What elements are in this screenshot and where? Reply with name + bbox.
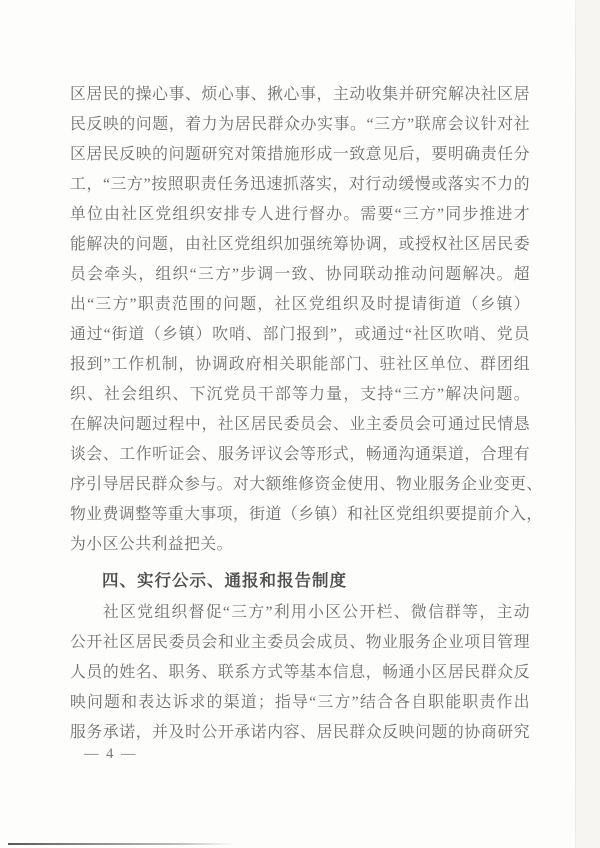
text-line: 映问题和表达诉求的渠道；指导“三方”结合各自职能职责作出 [70,694,530,711]
text-line: 社区党组织督促“三方”利用小区公开栏、微信群等，主动 [103,604,530,621]
section-heading: 四、实行公示、通报和报告制度 [102,572,347,590]
text-line: 谈会、工作听证会、服务评议会等形式，畅通沟通渠道，合理有 [70,446,530,463]
text-line: 出“三方”职责范围的问题，社区党组织及时提请街道（乡镇） [70,296,530,313]
text-line: 通过“街道（乡镇）吹哨、部门报到”，或通过“社区吹哨、党员 [70,326,530,343]
text-line: 序引导居民群众参与。对大额维修资金使用、物业服务企业变更、 [70,476,543,493]
text-line: 人员的姓名、职务、联系方式等基本信息，畅通小区居民群众反 [70,664,530,681]
text-line: 报到”工作机制，协调政府相关职能部门、驻社区单位、群团组 [70,356,530,373]
text-line: 为小区公共利益把关。 [70,536,233,553]
scan-edge-strip [576,0,600,848]
text-line: 在解决问题过程中，社区居民委员会、业主委员会可通过民情恳 [70,416,530,433]
text-line: 服务承诺，并及时公开承诺内容、居民群众反映问题的协商研究 [70,724,530,741]
text-line: 能解决的问题，由社区党组织加强统筹协调，或授权社区居民委 [70,236,530,253]
scan-edge-bottom-line [8,843,234,845]
text-block [70,80,543,748]
text-line: 单位由社区党组织安排专人进行督办。需要“三方”同步推进才 [70,206,530,223]
text-line: 民反映的问题，着力为居民群众办实事。“三方”联席会议针对社 [70,116,530,133]
text-line: 区居民的操心事、烦心事、揪心事，主动收集并研究解决社区居 [70,86,530,103]
text-line: 员会牵头，组织“三方”步调一致、协同联动推动问题解决。超 [70,266,530,283]
scan-edge-vertical-line [575,0,576,848]
text-line: 区居民反映的问题研究对策措施形成一致意见后，要明确责任分 [70,146,530,163]
page-number: — 4 — [84,746,138,762]
text-line: 物业费调整等重大事项，街道（乡镇）和社区党组织要提前介入， [70,506,543,523]
text-line: 公开社区居民委员会和业主委员会成员、物业服务企业项目管理 [70,634,530,651]
text-line: 工，“三方”按照职责任务迅速抓落实，对行动缓慢或落实不力的 [70,176,530,193]
text-line: 织、社会组织、下沉党员干部等力量，支持“三方”解决问题。 [70,386,530,403]
